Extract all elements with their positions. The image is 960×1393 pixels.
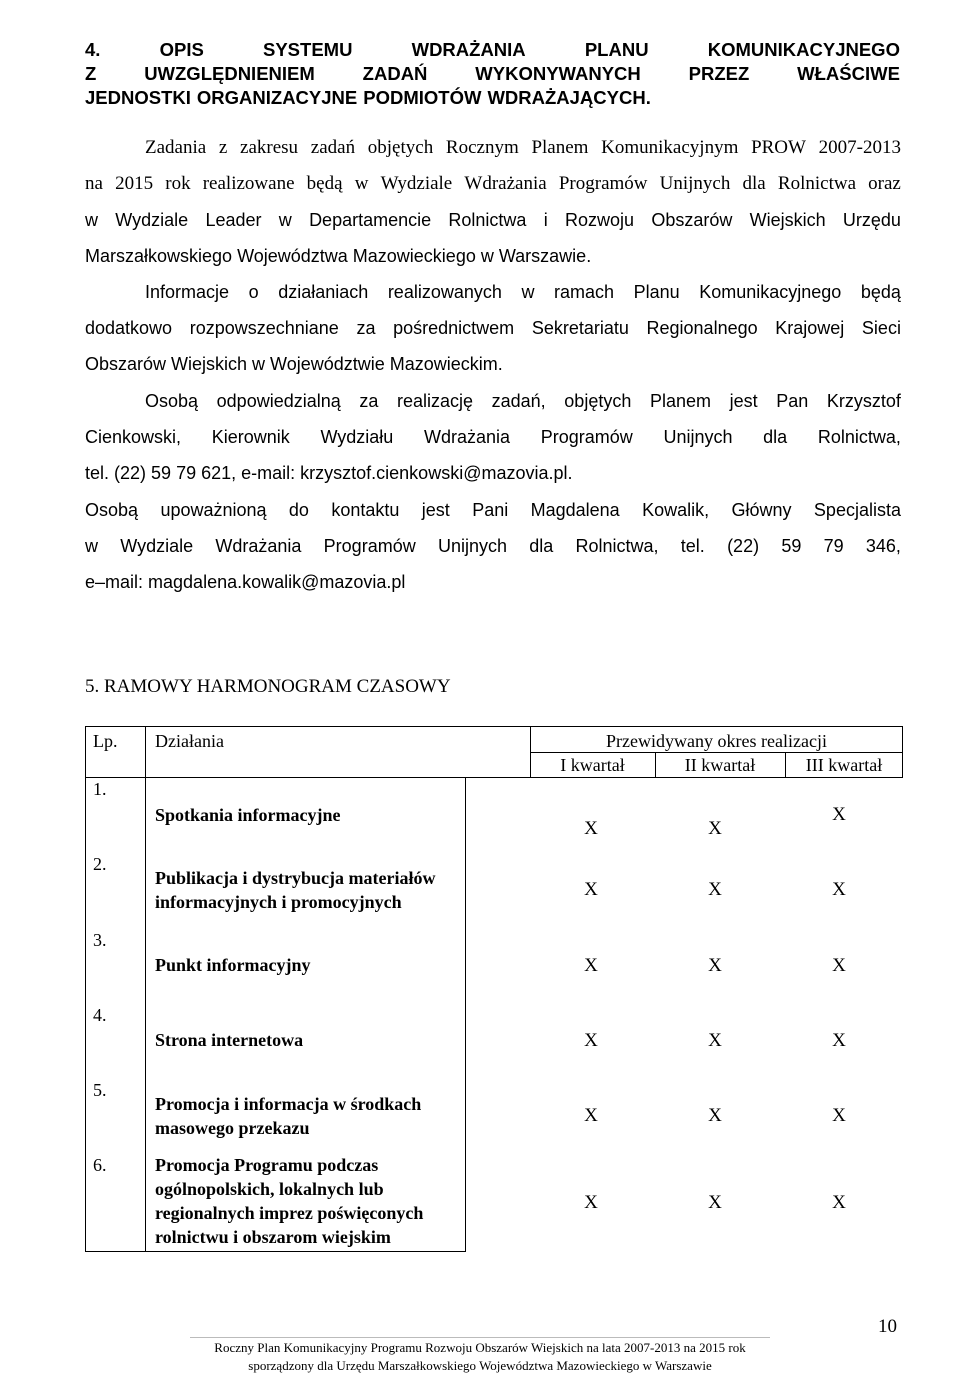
heading-word: WDRAŻANIA [411, 39, 526, 60]
word: 59 [781, 536, 802, 556]
word: za [356, 318, 376, 338]
word: dodatkowo [85, 318, 173, 338]
word: w [480, 246, 494, 266]
paragraph-line [85, 274, 901, 310]
quarter-header-1: I kwartał [560, 755, 625, 775]
row-2-mark-q3: X [832, 879, 846, 900]
heading-word: ORGANIZACYJNE [196, 87, 358, 108]
word: 59 [151, 463, 172, 483]
paragraph-line [85, 564, 901, 600]
table-rule-bottom [85, 1251, 465, 1252]
word: Unijnych [663, 427, 733, 447]
heading-line-3 [85, 86, 900, 110]
word: krzysztof.cienkowski@mazovia.pl. [300, 463, 573, 483]
word: dla [742, 173, 766, 194]
row-6-action-line-1: Promocja Programu podczas [155, 1155, 379, 1175]
table-rule-header [85, 777, 903, 778]
word: Rozwoju [565, 210, 635, 230]
word: Osobą [85, 500, 139, 520]
row-6-mark-q2: X [708, 1192, 722, 1213]
table-rule-left [85, 726, 86, 1252]
word: Specjalista [813, 500, 901, 520]
word: tel. [680, 536, 705, 556]
column-header-lp: Lp. [93, 731, 118, 751]
row-6-action-line-3: regionalnych imprez poświęconych [155, 1203, 424, 1223]
row-2-mark-q2: X [708, 879, 722, 900]
word: Sekretariatu [531, 318, 629, 338]
word: Rolnictwa [777, 173, 857, 194]
row-4-mark-q2: X [708, 1030, 722, 1051]
word: w [85, 536, 98, 556]
table-rule-lp [145, 726, 146, 1252]
paragraph-responsible-units [85, 130, 901, 274]
heading-word: PODMIOTÓW [363, 87, 482, 108]
word: z [218, 137, 228, 158]
word: Województwie [270, 354, 385, 374]
word: Planem [531, 137, 589, 158]
word: zadań [310, 137, 356, 158]
paragraph-line [85, 419, 901, 455]
row-4-mark-q3: X [832, 1030, 846, 1051]
row-1-lp: 1. [93, 779, 107, 799]
footer-line-1: Roczny Plan Komunikacyjny Programu Rozwoju Obszarów Wiejskich na lata 2007-2013 na 2015 rok [214, 1340, 746, 1355]
word: rozpowszechniane [189, 318, 339, 338]
word: do [288, 500, 309, 520]
heading-word: SYSTEMU [263, 39, 353, 60]
word: ramach [554, 282, 615, 302]
word: Wiejskich [749, 210, 826, 230]
word: zakresu [240, 137, 299, 158]
word: Informacje [145, 282, 230, 302]
word: Mazowieckim. [389, 354, 503, 374]
word: Kowalik, [642, 500, 710, 520]
word: Wydziale [380, 173, 453, 194]
heading-word: 4. [85, 39, 101, 60]
row-6-action-line-4: rolnictwu i obszarom wiejskim [155, 1227, 391, 1247]
row-3-action: Punkt informacyjny [155, 955, 311, 975]
word: objętych [564, 391, 632, 411]
row-4-mark-q1: X [584, 1030, 598, 1051]
table-rule-period-left [530, 726, 531, 777]
row-3-mark-q2: X [708, 955, 722, 976]
table-rule-period [530, 752, 903, 753]
word: Wydziału [320, 427, 394, 447]
word: Wdrażania [424, 427, 511, 447]
heading-word: PLANU [584, 39, 649, 60]
word: objętych [367, 137, 434, 158]
word: Komunikacyjnym [601, 137, 739, 158]
row-6-action-line-2: ogólnopolskich, lokalnych lub [155, 1179, 384, 1199]
word: 346, [865, 536, 901, 556]
word: Pani [472, 500, 509, 520]
paragraph-line [85, 130, 901, 166]
word: Urzędu [842, 210, 901, 230]
word: Departamencie [309, 210, 432, 230]
word: będą [860, 282, 901, 302]
row-5-mark-q3: X [832, 1105, 846, 1126]
word: Unijnych [437, 536, 507, 556]
word: Leader [205, 210, 262, 230]
row-5-mark-q2: X [708, 1105, 722, 1126]
word: w [354, 173, 369, 194]
table-rule-actions [465, 777, 466, 1252]
table-rule-top [85, 726, 903, 727]
column-header-actions: Działania [155, 731, 224, 751]
word: realizację [396, 391, 474, 411]
word: (22) [727, 536, 760, 556]
word: na [85, 173, 103, 194]
paragraph-line [85, 310, 901, 346]
row-4-action: Strona internetowa [155, 1030, 304, 1050]
word: Warszawie. [498, 246, 592, 266]
paragraph-line [85, 346, 901, 382]
word: (22) [114, 463, 147, 483]
word: realizowane [202, 173, 295, 194]
word: Wdrażania [215, 536, 302, 556]
row-2-lp: 2. [93, 854, 107, 874]
table-rule-q1 [655, 752, 656, 777]
word: Główny [731, 500, 792, 520]
word: za [359, 391, 379, 411]
row-6-lp: 6. [93, 1155, 107, 1175]
word: 2015 [115, 173, 154, 194]
paragraph-line [85, 492, 901, 528]
row-1-mark-q2: X [708, 818, 722, 839]
quarter-header-3: III kwartał [805, 755, 883, 775]
word: o [248, 282, 259, 302]
heading-word: ZADAŃ [362, 63, 428, 84]
word: Rolnictwa, [575, 536, 659, 556]
word: odpowiedzialną [216, 391, 341, 411]
word: tel. [85, 463, 110, 483]
word: realizowanych [387, 282, 502, 302]
word: kontaktu [331, 500, 400, 520]
row-5-mark-q1: X [584, 1105, 598, 1126]
quarter-header-2: II kwartał [684, 755, 756, 775]
schedule-table [85, 726, 903, 1252]
paragraph-dissemination [85, 274, 901, 382]
page-footer [0, 1339, 960, 1375]
word: Osobą [145, 391, 199, 411]
word: będą [306, 173, 343, 194]
heading-word: PRZEZ [688, 63, 750, 84]
word: Mazowieckiego [352, 246, 476, 266]
word: Programów [540, 427, 633, 447]
row-5-action-line-2: masowego przekazu [155, 1118, 310, 1138]
paragraph-line [85, 383, 901, 419]
paragraph-line [85, 202, 901, 238]
word: i [543, 210, 548, 230]
word: dla [763, 427, 788, 447]
row-2-action-line-1: Publikacja i dystrybucja materiałów [155, 868, 436, 888]
row-1-action: Spotkania informacyjne [155, 805, 341, 825]
row-1-mark-q1: X [584, 818, 598, 839]
word: Kierownik [211, 427, 290, 447]
paragraph-contact-person [85, 492, 901, 600]
word: Rolnictwa [448, 210, 527, 230]
section-5-heading: 5. RAMOWY HARMONOGRAM CZASOWY [85, 676, 451, 697]
word: 79 [823, 536, 844, 556]
word: Krzysztof [826, 391, 901, 411]
row-3-mark-q1: X [584, 955, 598, 976]
paragraph-responsible-person [85, 383, 901, 491]
heading-line-2 [85, 62, 900, 86]
word: działaniach [278, 282, 369, 302]
row-3-mark-q3: X [832, 955, 846, 976]
row-4-lp: 4. [93, 1005, 107, 1025]
heading-word: OPIS [159, 39, 204, 60]
word: w [521, 282, 535, 302]
word: Cienkowski, [85, 427, 182, 447]
row-2-action-line-2: informacyjnych i promocyjnych [155, 892, 402, 912]
word: Wiejskich [171, 354, 248, 374]
word: Unijnych [659, 173, 731, 194]
footer-line-2: sporządzony dla Urzędu Marszałkowskiego Województwa Mazowieckiego w Warszawie [248, 1358, 712, 1373]
word: Regionalnego [646, 318, 758, 338]
table-rule-q2 [785, 752, 786, 777]
word: Planu [633, 282, 680, 302]
word: Wydziale [115, 210, 189, 230]
word: Programów [323, 536, 416, 556]
heading-word: JEDNOSTKI [85, 87, 191, 108]
page-number: 10 [878, 1316, 897, 1337]
word: zadań, [491, 391, 546, 411]
row-5-lp: 5. [93, 1080, 107, 1100]
word: Krajowej [775, 318, 845, 338]
paragraph-line [85, 238, 901, 274]
word: pośrednictwem [393, 318, 515, 338]
column-header-period: Przewidywany okres realizacji [606, 731, 827, 751]
word: e–mail: [85, 572, 144, 592]
word: dla [529, 536, 554, 556]
row-5-action-line-1: Promocja i informacja w środkach [155, 1094, 422, 1114]
heading-word: WDRAŻAJĄCYCH. [487, 87, 651, 108]
word: Rocznym [445, 137, 519, 158]
word: PROW [751, 137, 806, 158]
word: 621, [201, 463, 237, 483]
word: 2007-2013 [818, 137, 901, 158]
paragraph-line [85, 166, 901, 202]
heading-word: WYKONYWANYCH [475, 63, 641, 84]
word: Komunikacyjnego [699, 282, 842, 302]
word: Programów [558, 173, 648, 194]
word: oraz [868, 173, 901, 194]
paragraph-line [85, 455, 901, 491]
word: jest [729, 391, 758, 411]
word: Marszałkowskiego [85, 246, 233, 266]
table-rule-right [902, 726, 903, 777]
section-4-heading [85, 38, 900, 110]
word: Sieci [861, 318, 901, 338]
footer-divider [190, 1337, 770, 1338]
word: Województwa [237, 246, 348, 266]
row-6-mark-q3: X [832, 1192, 846, 1213]
row-6-mark-q1: X [584, 1192, 598, 1213]
word: w [85, 210, 98, 230]
word: Planem [649, 391, 711, 411]
heading-word: Z [85, 63, 97, 84]
row-3-lp: 3. [93, 930, 107, 950]
row-1-mark-q3: X [832, 804, 846, 825]
heading-word: UWZGLĘDNIENIEM [144, 63, 315, 84]
word: upoważnioną [160, 500, 267, 520]
word: Magdalena [530, 500, 620, 520]
word: Zadania [145, 137, 207, 158]
word: w [278, 210, 292, 230]
word: w [252, 354, 266, 374]
word: jest [421, 500, 450, 520]
word: Wydziale [120, 536, 194, 556]
word: Obszarów [85, 354, 167, 374]
heading-line-1 [85, 38, 900, 62]
word: magdalena.kowalik@mazovia.pl [148, 572, 406, 592]
word: Rolnictwa, [817, 427, 901, 447]
word: 79 [176, 463, 197, 483]
heading-word: KOMUNIKACYJNEGO [707, 39, 900, 60]
word: e-mail: [241, 463, 296, 483]
word: rok [165, 173, 191, 194]
heading-word: WŁAŚCIWE [797, 63, 900, 84]
word: Pan [776, 391, 809, 411]
paragraph-line [85, 528, 901, 564]
word: Wdrażania [464, 173, 547, 194]
row-2-mark-q1: X [584, 879, 598, 900]
word: Obszarów [651, 210, 733, 230]
